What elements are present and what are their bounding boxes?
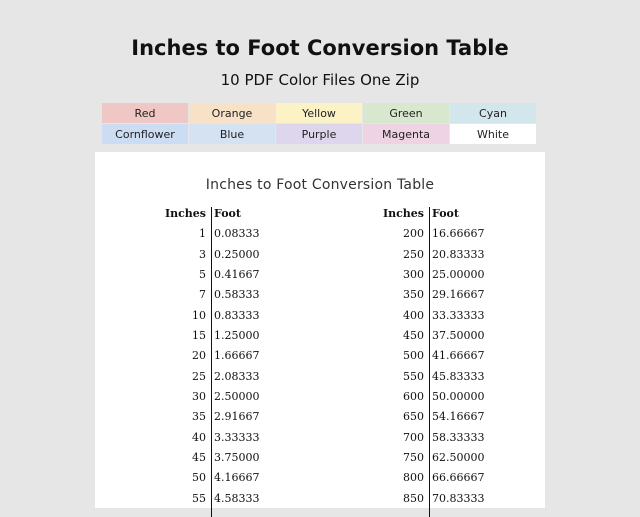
inches-cell: 50	[192, 471, 206, 485]
color-swatch-cyan: Cyan	[450, 103, 537, 123]
inches-cell: 15	[192, 329, 206, 343]
inches-cell: 400	[403, 308, 424, 322]
color-swatch-orange: Orange	[189, 103, 276, 123]
inches-header: Inches	[382, 207, 424, 220]
foot-cell: 54.16667	[432, 410, 485, 424]
foot-cell: 29.16667	[432, 288, 485, 302]
foot-cell: 2.91667	[214, 410, 260, 424]
foot-cell: 0.83333	[214, 308, 260, 322]
foot-cell: 2.08333	[214, 369, 260, 383]
page-title: Inches to Foot Conversion Table	[131, 36, 509, 60]
inches-cell: 200	[403, 227, 424, 241]
color-swatch-blue: Blue	[189, 124, 276, 144]
inches-cell: 450	[403, 329, 424, 343]
foot-header: Foot	[214, 207, 241, 220]
color-swatch-grid	[102, 103, 537, 144]
foot-cell: 58.33333	[432, 430, 485, 444]
inches-cell: 25	[192, 369, 206, 383]
foot-cell: 3.75000	[214, 451, 260, 465]
column-divider	[211, 207, 212, 517]
color-swatch-white: White	[450, 124, 537, 144]
inches-cell: 800	[403, 471, 424, 485]
foot-cell: 1.25000	[214, 329, 260, 343]
foot-cell: 16.66667	[432, 227, 485, 241]
inches-cell: 10	[192, 308, 206, 322]
inches-cell: 30	[192, 390, 206, 404]
foot-cell: 62.50000	[432, 451, 485, 465]
inches-cell: 850	[403, 491, 424, 505]
inches-header: Inches	[164, 207, 206, 220]
inches-cell: 40	[192, 430, 206, 444]
foot-cell: 2.50000	[214, 390, 260, 404]
inches-cell: 1	[199, 227, 206, 241]
foot-cell: 4.16667	[214, 471, 260, 485]
color-swatch-purple: Purple	[276, 124, 363, 144]
inches-cell: 650	[403, 410, 424, 424]
foot-cell: 3.33333	[214, 430, 260, 444]
foot-header: Foot	[432, 207, 459, 220]
foot-cell: 20.83333	[432, 247, 485, 261]
inches-cell: 3	[199, 247, 206, 261]
foot-cell: 45.83333	[432, 369, 485, 383]
foot-cell: 0.25000	[214, 247, 260, 261]
foot-cell: 70.83333	[432, 491, 485, 505]
inches-cell: 7	[199, 288, 206, 302]
foot-cell: 66.66667	[432, 471, 485, 485]
inches-cell: 500	[403, 349, 424, 363]
inches-cell: 45	[192, 451, 206, 465]
document-title: Inches to Foot Conversion Table	[205, 177, 435, 193]
foot-cell: 50.00000	[432, 390, 485, 404]
foot-cell: 41.66667	[432, 349, 485, 363]
inches-cell: 35	[192, 410, 206, 424]
inches-cell: 55	[192, 491, 206, 505]
color-swatch-cornflower: Cornflower	[102, 124, 189, 144]
color-swatch-green: Green	[363, 103, 450, 123]
foot-cell: 1.66667	[214, 349, 260, 363]
foot-cell: 25.00000	[432, 268, 485, 282]
color-swatch-magenta: Magenta	[363, 124, 450, 144]
foot-cell: 0.41667	[214, 268, 260, 282]
foot-cell: 4.58333	[214, 491, 260, 505]
document-preview	[95, 152, 545, 508]
inches-cell: 300	[403, 268, 424, 282]
inches-cell: 700	[403, 430, 424, 444]
inches-cell: 550	[403, 369, 424, 383]
foot-cell: 0.58333	[214, 288, 260, 302]
inches-cell: 350	[403, 288, 424, 302]
foot-cell: 37.50000	[432, 329, 485, 343]
inches-cell: 5	[199, 268, 206, 282]
column-divider	[429, 207, 430, 517]
color-swatch-yellow: Yellow	[276, 103, 363, 123]
inches-cell: 750	[403, 451, 424, 465]
page-subtitle: 10 PDF Color Files One Zip	[220, 71, 420, 89]
foot-cell: 0.08333	[214, 227, 260, 241]
inches-cell: 20	[192, 349, 206, 363]
color-swatch-red: Red	[102, 103, 189, 123]
inches-cell: 250	[403, 247, 424, 261]
foot-cell: 33.33333	[432, 308, 485, 322]
inches-cell: 600	[403, 390, 424, 404]
